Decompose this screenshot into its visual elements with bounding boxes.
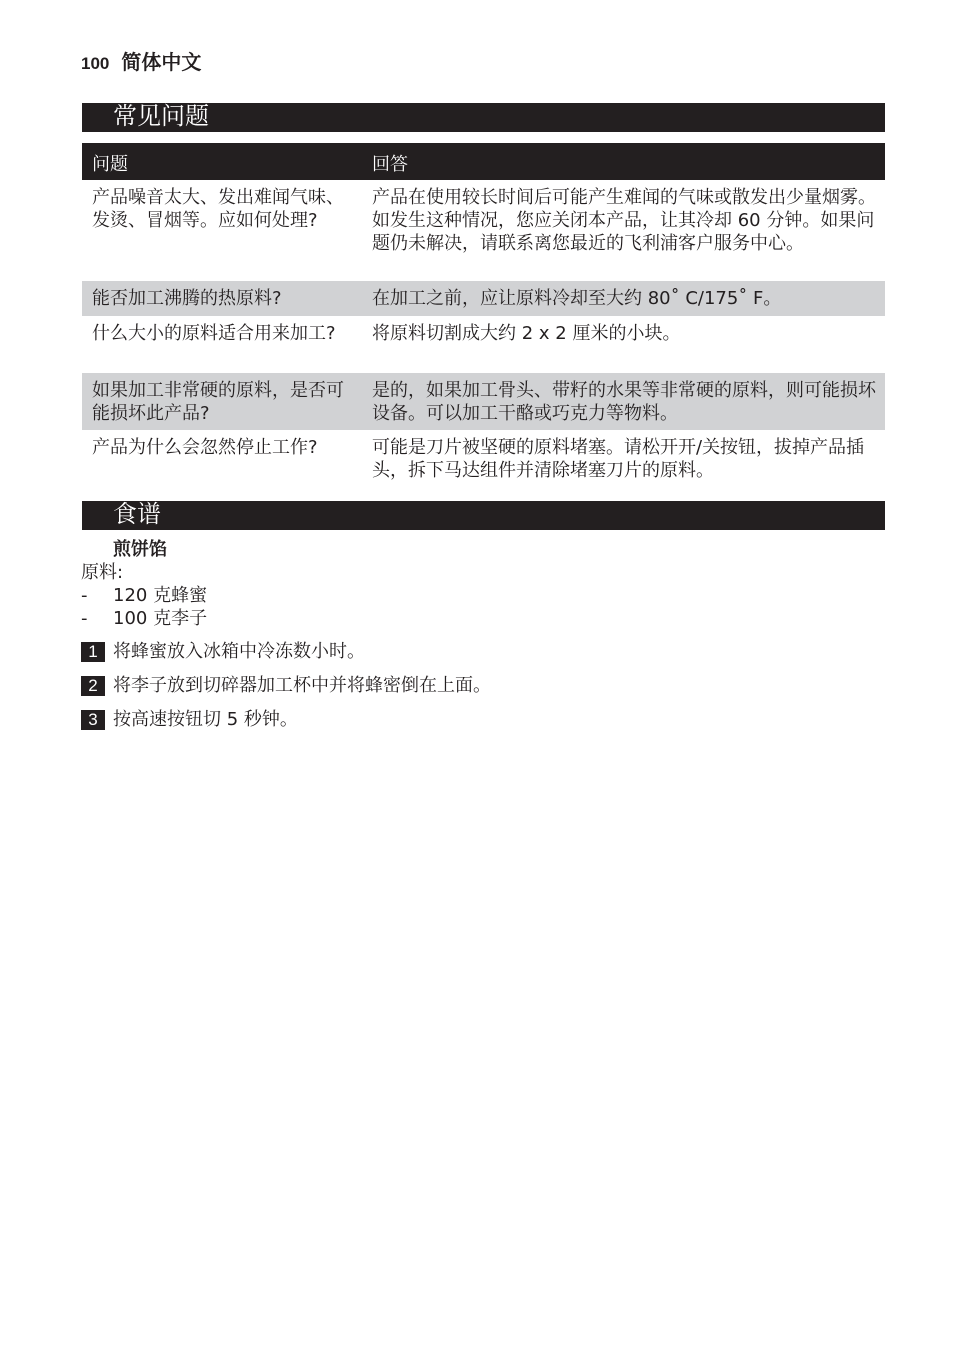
ingredients-label: 原料: bbox=[81, 562, 124, 583]
step-number-badge: 1 bbox=[81, 642, 105, 662]
faq-question: 能否加工沸腾的热原料? bbox=[92, 288, 282, 309]
recipe-step bbox=[81, 641, 365, 663]
faq-section-title: 常见问题 bbox=[113, 102, 209, 130]
faq-answer: 在加工之前，应让原料冷却至大约 80˚ C/175˚ F。 bbox=[372, 288, 782, 309]
faq-row bbox=[82, 316, 885, 373]
faq-answer: 产品在使用较长时间后可能产生难闻的气味或散发出少量烟雾。如发生这种情况，您应关闭本产品，让其冷却 60 分钟。如果问题仍未解决，请联系离您最近的飞利浦客户服务中心。 bbox=[372, 187, 876, 254]
faq-answer: 可能是刀片被坚硬的原料堵塞。请松开开/关按钮，拔掉产品插头，拆下马达组件并清除堵塞刀片的原料。 bbox=[372, 437, 865, 481]
step-text: 将李子放到切碎器加工杯中并将蜂密倒在上面。 bbox=[113, 675, 491, 696]
recipe-step bbox=[81, 709, 298, 731]
step-text: 按高速按钮切 5 秒钟。 bbox=[113, 709, 298, 730]
step-number-badge: 2 bbox=[81, 676, 105, 696]
faq-question: 如果加工非常硬的原料，是否可能损坏此产品? bbox=[92, 380, 344, 424]
answer-column-header: 回答 bbox=[372, 154, 408, 175]
faq-table bbox=[82, 143, 885, 488]
recipe-title: 煎饼馅 bbox=[113, 539, 167, 560]
ingredient-item bbox=[81, 584, 207, 608]
faq-section-heading bbox=[82, 103, 885, 132]
faq-question: 产品为什么会忽然停止工作? bbox=[92, 437, 318, 458]
list-dash: - bbox=[81, 608, 88, 629]
faq-table-header bbox=[82, 143, 885, 180]
question-column-header: 问题 bbox=[92, 154, 128, 175]
faq-row bbox=[82, 180, 885, 281]
step-number-badge: 3 bbox=[81, 710, 105, 730]
list-dash: - bbox=[81, 585, 88, 606]
faq-answer: 是的，如果加工骨头、带籽的水果等非常硬的原料，则可能损坏设备。可以加工干酪或巧克力等物料。 bbox=[372, 380, 876, 424]
faq-row bbox=[82, 430, 885, 488]
recipe-section-heading bbox=[82, 501, 885, 530]
page-number: 100 bbox=[81, 54, 110, 73]
faq-answer: 将原料切割成大约 2 x 2 厘米的小块。 bbox=[372, 323, 681, 344]
language-label: 简体中文 bbox=[121, 50, 202, 74]
step-text: 将蜂蜜放入冰箱中冷冻数小时。 bbox=[113, 641, 365, 662]
faq-row bbox=[82, 281, 885, 316]
faq-question: 产品噪音太大、发出难闻气味、发烫、冒烟等。应如何处理? bbox=[92, 187, 344, 231]
ingredient-text: 100 克李子 bbox=[113, 608, 208, 629]
ingredient-text: 120 克蜂蜜 bbox=[113, 585, 208, 606]
ingredient-item bbox=[81, 607, 207, 631]
recipe-step bbox=[81, 675, 491, 697]
recipe-section-title: 食谱 bbox=[113, 500, 161, 528]
page-header bbox=[81, 46, 201, 74]
faq-question: 什么大小的原料适合用来加工? bbox=[92, 323, 336, 344]
faq-row bbox=[82, 373, 885, 430]
